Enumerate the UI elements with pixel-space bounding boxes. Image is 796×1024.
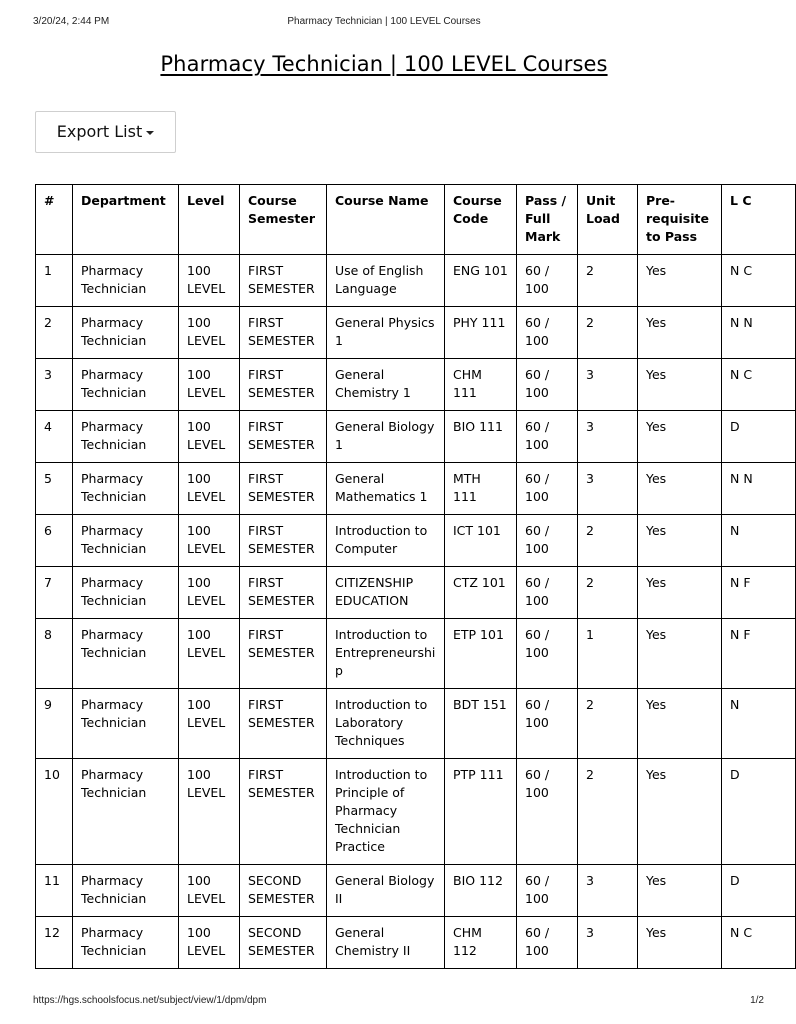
- extra-column-cell: N C: [722, 917, 796, 969]
- extra-column-cell: D: [722, 759, 796, 865]
- extra-column-cell: N N: [722, 307, 796, 359]
- prerequisite-cell: Yes: [638, 515, 722, 567]
- page-title: [0, 52, 768, 76]
- semester-cell: FIRST SEMESTER: [240, 307, 327, 359]
- column-header: Course Semester: [240, 185, 327, 255]
- course-name-cell: Introduction to Entrepreneurship: [327, 619, 445, 689]
- unit-load-cell: 3: [578, 463, 638, 515]
- extra-column-cell: N: [722, 515, 796, 567]
- unit-load-cell: 2: [578, 515, 638, 567]
- table-row: [36, 865, 796, 917]
- column-header: Course Name: [327, 185, 445, 255]
- column-header: L C: [722, 185, 796, 255]
- print-header: [0, 16, 768, 30]
- table-row: [36, 759, 796, 865]
- unit-load-cell: 2: [578, 255, 638, 307]
- course-code-cell: ETP 101: [445, 619, 517, 689]
- semester-cell: SECOND SEMESTER: [240, 917, 327, 969]
- row-number-cell: 8: [36, 619, 73, 689]
- unit-load-cell: 3: [578, 865, 638, 917]
- table-header-row: [36, 185, 796, 255]
- table-row: [36, 689, 796, 759]
- extra-column-cell: N C: [722, 359, 796, 411]
- row-number-cell: 9: [36, 689, 73, 759]
- prerequisite-cell: Yes: [638, 619, 722, 689]
- column-header: Level: [179, 185, 240, 255]
- prerequisite-cell: Yes: [638, 359, 722, 411]
- row-number-cell: 11: [36, 865, 73, 917]
- department-cell: Pharmacy Technician: [73, 917, 179, 969]
- department-cell: Pharmacy Technician: [73, 865, 179, 917]
- semester-cell: FIRST SEMESTER: [240, 567, 327, 619]
- course-code-cell: PTP 111: [445, 759, 517, 865]
- course-name-cell: General Physics 1: [327, 307, 445, 359]
- column-header: Department: [73, 185, 179, 255]
- extra-column-cell: N N: [722, 463, 796, 515]
- course-code-cell: CHM 111: [445, 359, 517, 411]
- department-cell: Pharmacy Technician: [73, 619, 179, 689]
- level-cell: 100 LEVEL: [179, 463, 240, 515]
- level-cell: 100 LEVEL: [179, 307, 240, 359]
- print-url: https://hgs.schoolsfocus.net/subject/view/1/dpm/dpm: [33, 995, 267, 1006]
- unit-load-cell: 2: [578, 307, 638, 359]
- column-header: Pass / Full Mark: [517, 185, 578, 255]
- semester-cell: FIRST SEMESTER: [240, 759, 327, 865]
- extra-column-cell: N C: [722, 255, 796, 307]
- row-number-cell: 10: [36, 759, 73, 865]
- semester-cell: FIRST SEMESTER: [240, 515, 327, 567]
- semester-cell: FIRST SEMESTER: [240, 359, 327, 411]
- department-cell: Pharmacy Technician: [73, 255, 179, 307]
- course-code-cell: ICT 101: [445, 515, 517, 567]
- table-row: [36, 567, 796, 619]
- course-name-cell: Introduction to Computer: [327, 515, 445, 567]
- print-document-title: Pharmacy Technician | 100 LEVEL Courses: [287, 16, 481, 27]
- course-name-cell: Introduction to Laboratory Techniques: [327, 689, 445, 759]
- column-header: Course Code: [445, 185, 517, 255]
- row-number-cell: 4: [36, 411, 73, 463]
- table-row: [36, 463, 796, 515]
- prerequisite-cell: Yes: [638, 917, 722, 969]
- department-cell: Pharmacy Technician: [73, 759, 179, 865]
- table-row: [36, 307, 796, 359]
- course-code-cell: BDT 151: [445, 689, 517, 759]
- prerequisite-cell: Yes: [638, 759, 722, 865]
- department-cell: Pharmacy Technician: [73, 411, 179, 463]
- course-name-cell: Introduction to Principle of Pharmacy Technician Practice: [327, 759, 445, 865]
- table-row: [36, 619, 796, 689]
- pass-mark-cell: 60 / 100: [517, 619, 578, 689]
- department-cell: Pharmacy Technician: [73, 689, 179, 759]
- course-name-cell: Use of English Language: [327, 255, 445, 307]
- table-row: [36, 359, 796, 411]
- department-cell: Pharmacy Technician: [73, 359, 179, 411]
- page-number: 1/2: [750, 995, 764, 1006]
- level-cell: 100 LEVEL: [179, 515, 240, 567]
- extra-column-cell: N: [722, 689, 796, 759]
- unit-load-cell: 2: [578, 567, 638, 619]
- course-code-cell: PHY 111: [445, 307, 517, 359]
- level-cell: 100 LEVEL: [179, 917, 240, 969]
- print-footer: [0, 995, 768, 1009]
- extra-column-cell: N F: [722, 567, 796, 619]
- pass-mark-cell: 60 / 100: [517, 689, 578, 759]
- prerequisite-cell: Yes: [638, 567, 722, 619]
- pass-mark-cell: 60 / 100: [517, 463, 578, 515]
- extra-column-cell: D: [722, 865, 796, 917]
- row-number-cell: 12: [36, 917, 73, 969]
- table-row: [36, 917, 796, 969]
- prerequisite-cell: Yes: [638, 463, 722, 515]
- course-code-cell: BIO 111: [445, 411, 517, 463]
- department-cell: Pharmacy Technician: [73, 307, 179, 359]
- level-cell: 100 LEVEL: [179, 567, 240, 619]
- semester-cell: FIRST SEMESTER: [240, 411, 327, 463]
- course-name-cell: CITIZENSHIP EDUCATION: [327, 567, 445, 619]
- semester-cell: FIRST SEMESTER: [240, 619, 327, 689]
- department-cell: Pharmacy Technician: [73, 463, 179, 515]
- level-cell: 100 LEVEL: [179, 359, 240, 411]
- pass-mark-cell: 60 / 100: [517, 567, 578, 619]
- pass-mark-cell: 60 / 100: [517, 359, 578, 411]
- extra-column-cell: N F: [722, 619, 796, 689]
- courses-table-container: [35, 184, 753, 958]
- course-code-cell: MTH 111: [445, 463, 517, 515]
- unit-load-cell: 2: [578, 689, 638, 759]
- level-cell: 100 LEVEL: [179, 619, 240, 689]
- course-code-cell: CTZ 101: [445, 567, 517, 619]
- semester-cell: SECOND SEMESTER: [240, 865, 327, 917]
- extra-column-cell: D: [722, 411, 796, 463]
- table-row: [36, 411, 796, 463]
- page-title-text: Pharmacy Technician | 100 LEVEL Courses: [160, 52, 608, 76]
- column-header: #: [36, 185, 73, 255]
- prerequisite-cell: Yes: [638, 411, 722, 463]
- unit-load-cell: 3: [578, 917, 638, 969]
- pass-mark-cell: 60 / 100: [517, 307, 578, 359]
- semester-cell: FIRST SEMESTER: [240, 463, 327, 515]
- pass-mark-cell: 60 / 100: [517, 759, 578, 865]
- courses-table: [35, 184, 796, 969]
- row-number-cell: 6: [36, 515, 73, 567]
- course-name-cell: General Chemistry 1: [327, 359, 445, 411]
- course-code-cell: BIO 112: [445, 865, 517, 917]
- pass-mark-cell: 60 / 100: [517, 255, 578, 307]
- pass-mark-cell: 60 / 100: [517, 865, 578, 917]
- pass-mark-cell: 60 / 100: [517, 917, 578, 969]
- course-name-cell: General Mathematics 1: [327, 463, 445, 515]
- unit-load-cell: 2: [578, 759, 638, 865]
- course-name-cell: General Biology 1: [327, 411, 445, 463]
- pass-mark-cell: 60 / 100: [517, 411, 578, 463]
- prerequisite-cell: Yes: [638, 307, 722, 359]
- semester-cell: FIRST SEMESTER: [240, 255, 327, 307]
- level-cell: 100 LEVEL: [179, 689, 240, 759]
- semester-cell: FIRST SEMESTER: [240, 689, 327, 759]
- row-number-cell: 7: [36, 567, 73, 619]
- level-cell: 100 LEVEL: [179, 759, 240, 865]
- course-name-cell: General Chemistry II: [327, 917, 445, 969]
- table-row: [36, 515, 796, 567]
- export-list-button[interactable]: [35, 111, 176, 153]
- unit-load-cell: 3: [578, 359, 638, 411]
- print-datetime: 3/20/24, 2:44 PM: [33, 16, 110, 27]
- department-cell: Pharmacy Technician: [73, 567, 179, 619]
- export-list-label: Export List: [56, 122, 143, 141]
- level-cell: 100 LEVEL: [179, 411, 240, 463]
- department-cell: Pharmacy Technician: [73, 515, 179, 567]
- caret-down-icon: [146, 131, 154, 135]
- table-row: [36, 255, 796, 307]
- prerequisite-cell: Yes: [638, 255, 722, 307]
- unit-load-cell: 3: [578, 411, 638, 463]
- unit-load-cell: 1: [578, 619, 638, 689]
- prerequisite-cell: Yes: [638, 689, 722, 759]
- row-number-cell: 1: [36, 255, 73, 307]
- level-cell: 100 LEVEL: [179, 865, 240, 917]
- column-header: Unit Load: [578, 185, 638, 255]
- prerequisite-cell: Yes: [638, 865, 722, 917]
- row-number-cell: 2: [36, 307, 73, 359]
- course-name-cell: General Biology II: [327, 865, 445, 917]
- pass-mark-cell: 60 / 100: [517, 515, 578, 567]
- row-number-cell: 3: [36, 359, 73, 411]
- course-code-cell: ENG 101: [445, 255, 517, 307]
- column-header: Pre-requisite to Pass: [638, 185, 722, 255]
- row-number-cell: 5: [36, 463, 73, 515]
- course-code-cell: CHM 112: [445, 917, 517, 969]
- level-cell: 100 LEVEL: [179, 255, 240, 307]
